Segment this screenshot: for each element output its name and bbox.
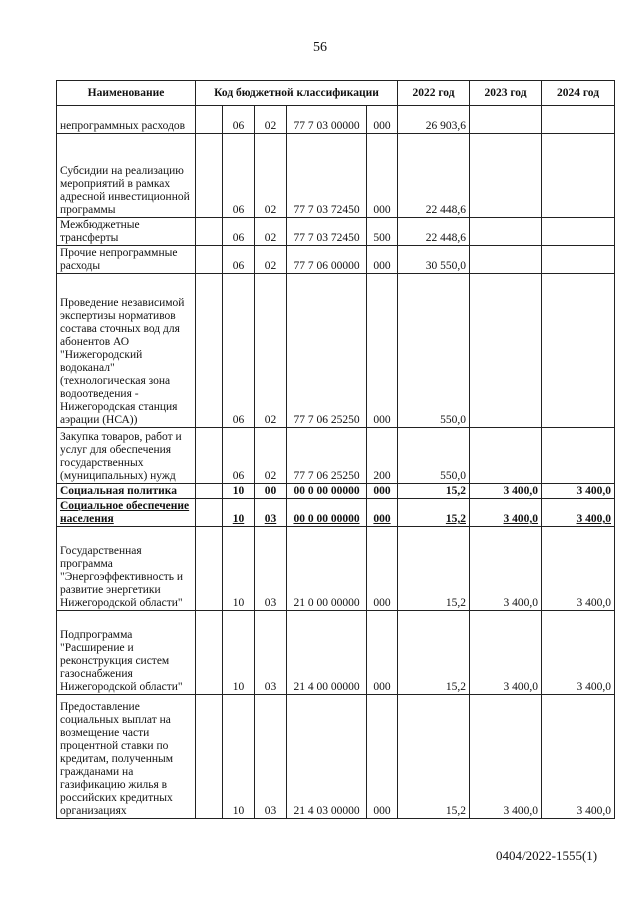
row-value-2023	[470, 274, 542, 428]
row-target-code: 21 4 00 00000	[287, 611, 367, 695]
row-value-2024	[542, 428, 615, 484]
row-value-2022: 15,2	[398, 611, 470, 695]
table-row	[57, 695, 615, 819]
row-value-2022: 550,0	[398, 274, 470, 428]
table-header-row	[57, 81, 615, 106]
row-name: Межбюджетные трансферты	[57, 218, 196, 246]
row-value-2022: 22 448,6	[398, 134, 470, 218]
row-target-code: 21 0 00 00000	[287, 527, 367, 611]
row-value-2022: 30 550,0	[398, 246, 470, 274]
row-name: Социальное обеспечение населения	[57, 499, 196, 527]
table-row-subsection-total	[57, 499, 615, 527]
row-subsection: 03	[255, 611, 287, 695]
row-section: 06	[223, 218, 255, 246]
header-2022: 2022 год	[398, 81, 470, 106]
row-value-2022: 15,2	[398, 527, 470, 611]
row-value-2024	[542, 134, 615, 218]
row-target-code: 77 7 03 00000	[287, 106, 367, 134]
row-section: 06	[223, 246, 255, 274]
row-subsection: 02	[255, 274, 287, 428]
row-subsection: 03	[255, 695, 287, 819]
row-value-2022: 15,2	[398, 484, 470, 499]
row-section: 06	[223, 134, 255, 218]
row-subsection: 02	[255, 106, 287, 134]
row-value-2024: 3 400,0	[542, 611, 615, 695]
row-name: Предоставление социальных выплат на возмещение части процентной ставки по кредитам, полученным гражданами на газификацию жилья в российских кредитных организациях	[57, 695, 196, 819]
row-section: 06	[223, 428, 255, 484]
row-section: 10	[223, 611, 255, 695]
row-expense-type: 000	[367, 527, 398, 611]
row-target-code: 00 0 00 00000	[287, 484, 367, 499]
row-value-2023: 3 400,0	[470, 527, 542, 611]
row-value-2024: 3 400,0	[542, 695, 615, 819]
table-row	[57, 106, 615, 134]
header-2023: 2023 год	[470, 81, 542, 106]
row-section: 06	[223, 106, 255, 134]
row-subsection: 02	[255, 428, 287, 484]
table-row-section-total	[57, 484, 615, 499]
page-number: 56	[313, 40, 327, 55]
row-expense-type: 000	[367, 611, 398, 695]
row-section: 10	[223, 484, 255, 499]
row-section: 10	[223, 527, 255, 611]
table-row	[57, 527, 615, 611]
budget-table	[56, 80, 615, 819]
row-value-2024	[542, 106, 615, 134]
row-subsection: 02	[255, 246, 287, 274]
row-expense-type: 000	[367, 106, 398, 134]
row-subsection: 02	[255, 218, 287, 246]
row-value-2023	[470, 428, 542, 484]
table-row	[57, 611, 615, 695]
header-2024: 2024 год	[542, 81, 615, 106]
row-expense-type: 000	[367, 246, 398, 274]
row-value-2024	[542, 274, 615, 428]
row-value-2023	[470, 106, 542, 134]
header-code: Код бюджетной классификации	[196, 81, 398, 106]
row-name: Государственная программа "Энергоэффективность и развитие энергетики Нижегородской области"	[57, 527, 196, 611]
row-value-2024	[542, 218, 615, 246]
table-row	[57, 218, 615, 246]
row-target-code: 77 7 06 00000	[287, 246, 367, 274]
row-value-2024: 3 400,0	[542, 499, 615, 527]
row-value-2022: 22 448,6	[398, 218, 470, 246]
row-expense-type: 000	[367, 695, 398, 819]
row-expense-type: 200	[367, 428, 398, 484]
row-name: Подпрограмма "Расширение и реконструкция систем газоснабжения Нижегородской области"	[57, 611, 196, 695]
row-value-2022: 26 903,6	[398, 106, 470, 134]
row-name: непрограммных расходов	[57, 106, 196, 134]
row-target-code: 21 4 03 00000	[287, 695, 367, 819]
row-expense-type: 000	[367, 484, 398, 499]
row-name: Проведение независимой экспертизы нормативов состава сточных вод для абонентов АО "Нижегородский водоканал" (технологическая зона водоотведения - Нижегородская станция аэрации (НСА))	[57, 274, 196, 428]
row-name: Социальная политика	[57, 484, 196, 499]
table-row	[57, 246, 615, 274]
row-value-2023: 3 400,0	[470, 695, 542, 819]
row-subsection: 02	[255, 134, 287, 218]
row-target-code: 77 7 06 25250	[287, 428, 367, 484]
row-value-2024	[542, 246, 615, 274]
row-subsection: 00	[255, 484, 287, 499]
row-value-2023	[470, 246, 542, 274]
row-value-2023	[470, 218, 542, 246]
row-subsection: 03	[255, 527, 287, 611]
row-section: 10	[223, 695, 255, 819]
row-target-code: 77 7 03 72450	[287, 134, 367, 218]
row-target-code: 00 0 00 00000	[287, 499, 367, 527]
row-section: 10	[223, 499, 255, 527]
row-value-2024: 3 400,0	[542, 484, 615, 499]
document-code: 0404/2022-1555(1)	[496, 848, 598, 863]
row-name: Субсидии на реализацию мероприятий в рамках адресной инвестиционной программы	[57, 134, 196, 218]
row-value-2023: 3 400,0	[470, 611, 542, 695]
row-value-2023	[470, 134, 542, 218]
row-target-code: 77 7 06 25250	[287, 274, 367, 428]
row-value-2024: 3 400,0	[542, 527, 615, 611]
table-row	[57, 428, 615, 484]
row-target-code: 77 7 03 72450	[287, 218, 367, 246]
row-subsection: 03	[255, 499, 287, 527]
row-value-2023: 3 400,0	[470, 484, 542, 499]
row-section: 06	[223, 274, 255, 428]
row-value-2022: 15,2	[398, 695, 470, 819]
row-name: Закупка товаров, работ и услуг для обеспечения государственных (муниципальных) нужд	[57, 428, 196, 484]
row-expense-type: 000	[367, 499, 398, 527]
row-name: Прочие непрограммные расходы	[57, 246, 196, 274]
row-value-2022: 550,0	[398, 428, 470, 484]
row-expense-type: 000	[367, 274, 398, 428]
row-expense-type: 500	[367, 218, 398, 246]
row-value-2023: 3 400,0	[470, 499, 542, 527]
row-value-2022: 15,2	[398, 499, 470, 527]
header-name: Наименование	[57, 81, 196, 106]
table-row	[57, 134, 615, 218]
table-row	[57, 274, 615, 428]
row-expense-type: 000	[367, 134, 398, 218]
